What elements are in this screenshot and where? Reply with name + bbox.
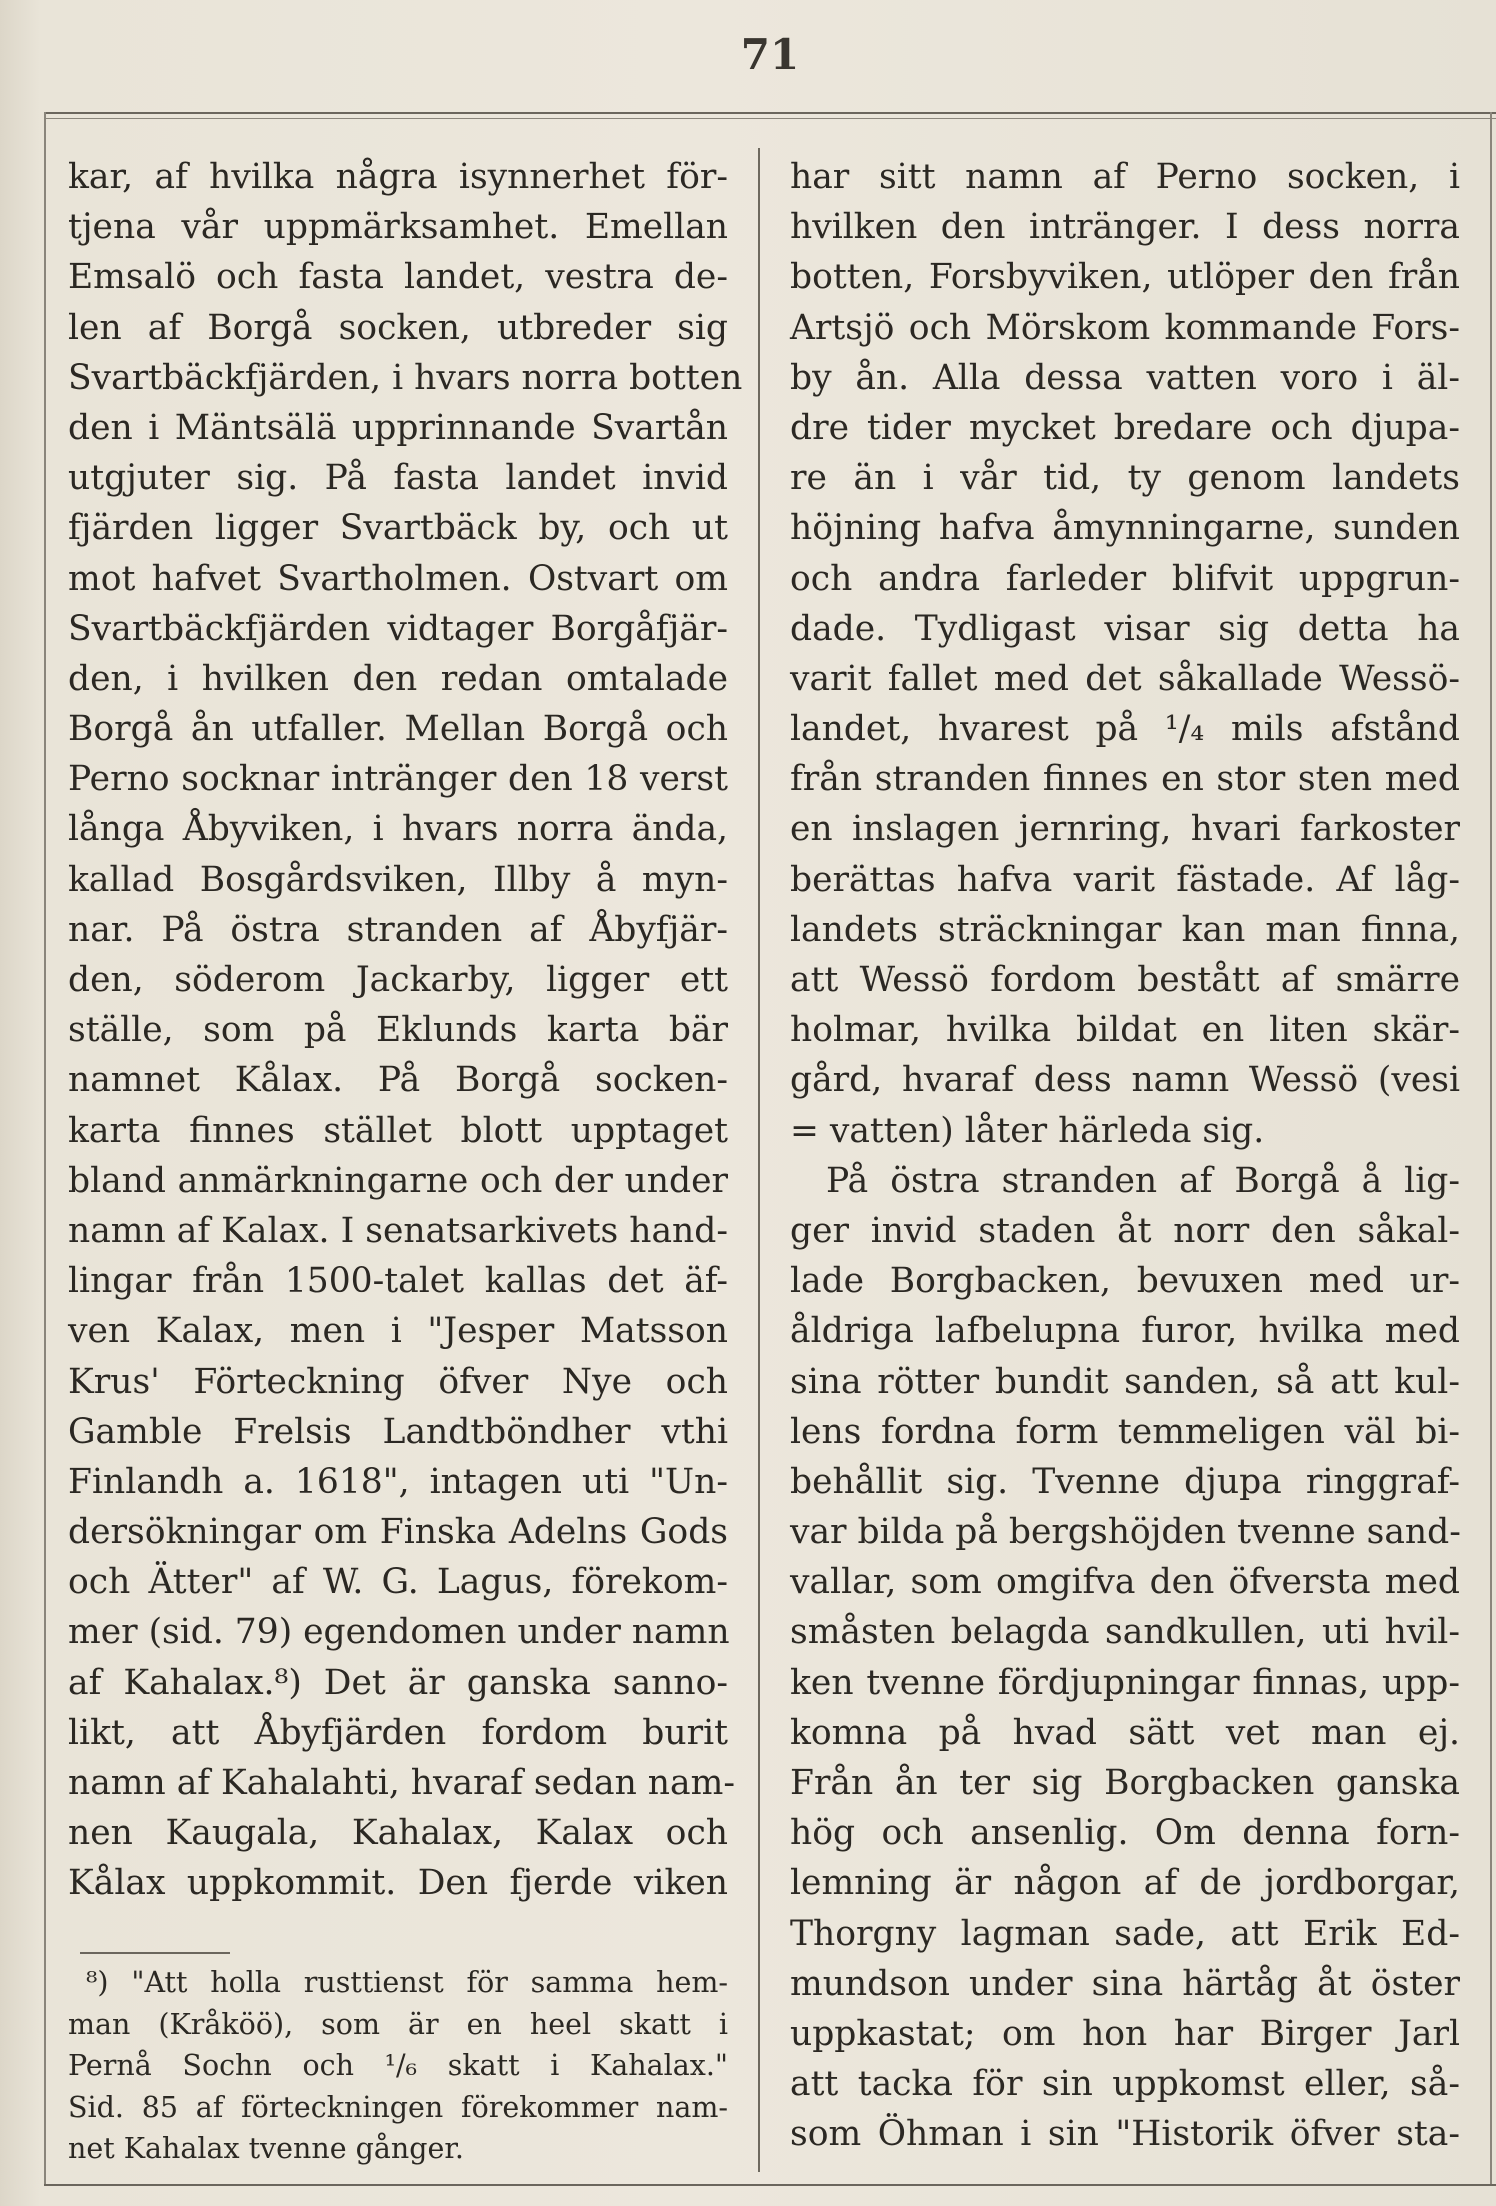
text-line: att tacka för sin uppkomst eller, så- [790, 2064, 1460, 2105]
text-line: kallad Bosgårdsviken, Illby å myn- [68, 859, 728, 900]
text-line: Kålax uppkommit. Den fjerde viken [68, 1863, 728, 1904]
text-line: karta finnes stället blott upptaget [68, 1110, 728, 1151]
text-line: kar, af hvilka några isynnerhet för- [68, 157, 728, 197]
text-line: vallar, som omgifva den öfversta med [790, 1562, 1460, 1603]
text-line: den, i hvilken den redan omtalade [68, 658, 728, 699]
text-line: sina rötter bundit sanden, så att kul- [790, 1361, 1460, 1402]
text-line: som Öhman i sin "Historik öfver sta- [790, 2114, 1460, 2155]
text-line: Emsalö och fasta landet, vestra de- [68, 257, 728, 298]
text-line: ven Kalax, men i "Jesper Matsson [68, 1311, 728, 1352]
text-line: Krus' Förteckning öfver Nye och [68, 1361, 728, 1402]
text-line: lens fordna form temmeligen väl bi- [790, 1411, 1460, 1452]
text-line: en inslagen jernring, hvari farkoster [790, 809, 1460, 850]
text-line: dersökningar om Finska Adelns Gods [68, 1512, 728, 1553]
footnote [68, 1962, 728, 2170]
text-line: mer (sid. 79) egendomen under namn [68, 1612, 730, 1653]
left-column [68, 152, 743, 1909]
text-line: utgjuter sig. På fasta landet invid [68, 458, 728, 499]
text-line: långa Åbyviken, i hvars norra ända, [68, 809, 728, 850]
text-line: fjärden ligger Svartbäck by, och ut [68, 508, 728, 549]
text-line: den, söderom Jackarby, ligger ett [68, 960, 728, 1000]
text-line: botten, Forsbyviken, utlöper den från [790, 257, 1460, 298]
text-line: Artsjö och Mörskom kommande Fors- [790, 307, 1460, 348]
top-rule [44, 112, 1496, 114]
text-line: att Wessö fordom bestått af smärre [790, 960, 1460, 1000]
right-column [790, 152, 1460, 2160]
text-line: Svartbäckfjärden vidtager Borgåfjär- [68, 608, 728, 649]
text-line: namn af Kahalahti, hvaraf sedan nam- [68, 1763, 735, 1803]
bottom-rule [44, 2184, 1496, 2186]
text-line: var bilda på bergshöjden tvenne sand- [790, 1512, 1461, 1553]
text-line: ställe, som på Eklunds karta bär [68, 1010, 728, 1051]
text-line: Svartbäckfjärden, i hvars norra botten [68, 357, 743, 398]
text-line: by ån. Alla dessa vatten voro i äl- [790, 357, 1460, 398]
text-line: berättas hafva varit fästade. Af låg- [790, 859, 1460, 900]
text-line: = vatten) låter härleda sig. [790, 1110, 1265, 1151]
text-line: dade. Tydligast visar sig detta ha [790, 608, 1460, 649]
text-line: åldriga lafbelupna furor, hvilka med [790, 1311, 1460, 1352]
text-line: namnet Kålax. På Borgå socken- [68, 1060, 728, 1101]
text-line: ⁸) "Att holla rusttienst för samma hem- [86, 1966, 728, 1999]
text-line: net Kahalax tvenne gånger. [68, 2132, 464, 2165]
text-line: Pernå Sochn och ¹/₆ skatt i Kahalax." [68, 2049, 728, 2082]
text-line: varit fallet med det såkallade Wessö- [790, 658, 1460, 699]
text-line: hvilken den intränger. I dess norra [790, 207, 1460, 248]
text-line: Finlandh a. 1618", intagen uti "Un- [68, 1461, 728, 1502]
text-line: uppkastat; om hon har Birger Jarl [790, 2013, 1460, 2054]
text-line: bland anmärkningarne och der under [68, 1160, 728, 1201]
text-line: landets sträckningar kan man finna, [790, 909, 1460, 950]
text-line: från stranden finnes en stor sten med [790, 759, 1460, 800]
text-line: re än i vår tid, ty genom landets [790, 458, 1460, 499]
text-line: och Ätter" af W. G. Lagus, förekom- [68, 1562, 728, 1603]
page-number: 71 [740, 30, 800, 79]
text-line: den i Mäntsälä upprinnande Svartån [68, 407, 728, 448]
text-line: Från ån ter sig Borgbacken ganska [790, 1763, 1460, 1803]
text-line: behållit sig. Tvenne djupa ringgraf- [790, 1461, 1460, 1502]
text-line: namn af Kalax. I senatsarkivets hand- [68, 1210, 728, 1251]
text-line: Borgå ån utfaller. Mellan Borgå och [68, 709, 728, 750]
text-line: lade Borgbacken, bevuxen med ur- [790, 1261, 1460, 1302]
text-line: komna på hvad sätt vet man ej. [790, 1712, 1460, 1753]
text-line: hög och ansenlig. Om denna forn- [790, 1813, 1460, 1854]
text-line: mundson under sina härtåg åt öster [790, 1963, 1460, 2004]
text-line: af Kahalax.⁸) Det är ganska sanno- [68, 1662, 728, 1703]
text-line: ger invid staden åt norr den såkal- [790, 1210, 1460, 1251]
text-line: småsten belagda sandkullen, uti hvil- [790, 1612, 1460, 1653]
text-line: nen Kaugala, Kahalax, Kalax och [68, 1813, 728, 1854]
text-line: len af Borgå socken, utbreder sig [68, 307, 728, 348]
text-line: Perno socknar intränger den 18 verst [68, 759, 728, 800]
footnote-rule [80, 1952, 230, 1954]
text-line: dre tider mycket bredare och djupa- [790, 407, 1460, 448]
text-line: Gamble Frelsis Landtböndher vthi [68, 1411, 728, 1452]
text-line: nar. På östra stranden af Åbyfjär- [68, 909, 728, 950]
text-line: har sitt namn af Perno socken, i [790, 157, 1460, 197]
text-line: holmar, hvilka bildat en liten skär- [790, 1010, 1460, 1051]
left-border [44, 112, 46, 2186]
text-line: tjena vår uppmärksamhet. Emellan [68, 207, 728, 248]
text-line: höjning hafva åmynningarne, sunden [790, 508, 1460, 549]
text-line: Thorgny lagman sade, att Erik Ed- [790, 1913, 1460, 1954]
text-line: gård, hvaraf dess namn Wessö (vesi [790, 1060, 1460, 1101]
text-line: lingar från 1500-talet kallas det äf- [68, 1261, 728, 1302]
column-divider [758, 148, 760, 2172]
text-line: ken tvenne fördjupningar finnas, upp- [790, 1662, 1460, 1703]
text-line: mot hafvet Svartholmen. Ostvart om [68, 558, 728, 599]
text-line: likt, att Åbyfjärden fordom burit [68, 1712, 728, 1753]
top-rule-thin [44, 118, 1496, 119]
text-line: och andra farleder blifvit uppgrun- [790, 558, 1460, 599]
text-line: man (Kråköö), som är en heel skatt i [68, 2007, 728, 2041]
text-line: landet, hvarest på ¹/₄ mils afstånd [790, 709, 1460, 750]
text-line: lemning är någon af de jordborgar, [790, 1863, 1460, 1904]
text-line: På östra stranden af Borgå å lig- [826, 1160, 1460, 1201]
text-line: Sid. 85 af förteckningen förekommer nam- [68, 2090, 728, 2124]
right-border [1490, 112, 1492, 2186]
